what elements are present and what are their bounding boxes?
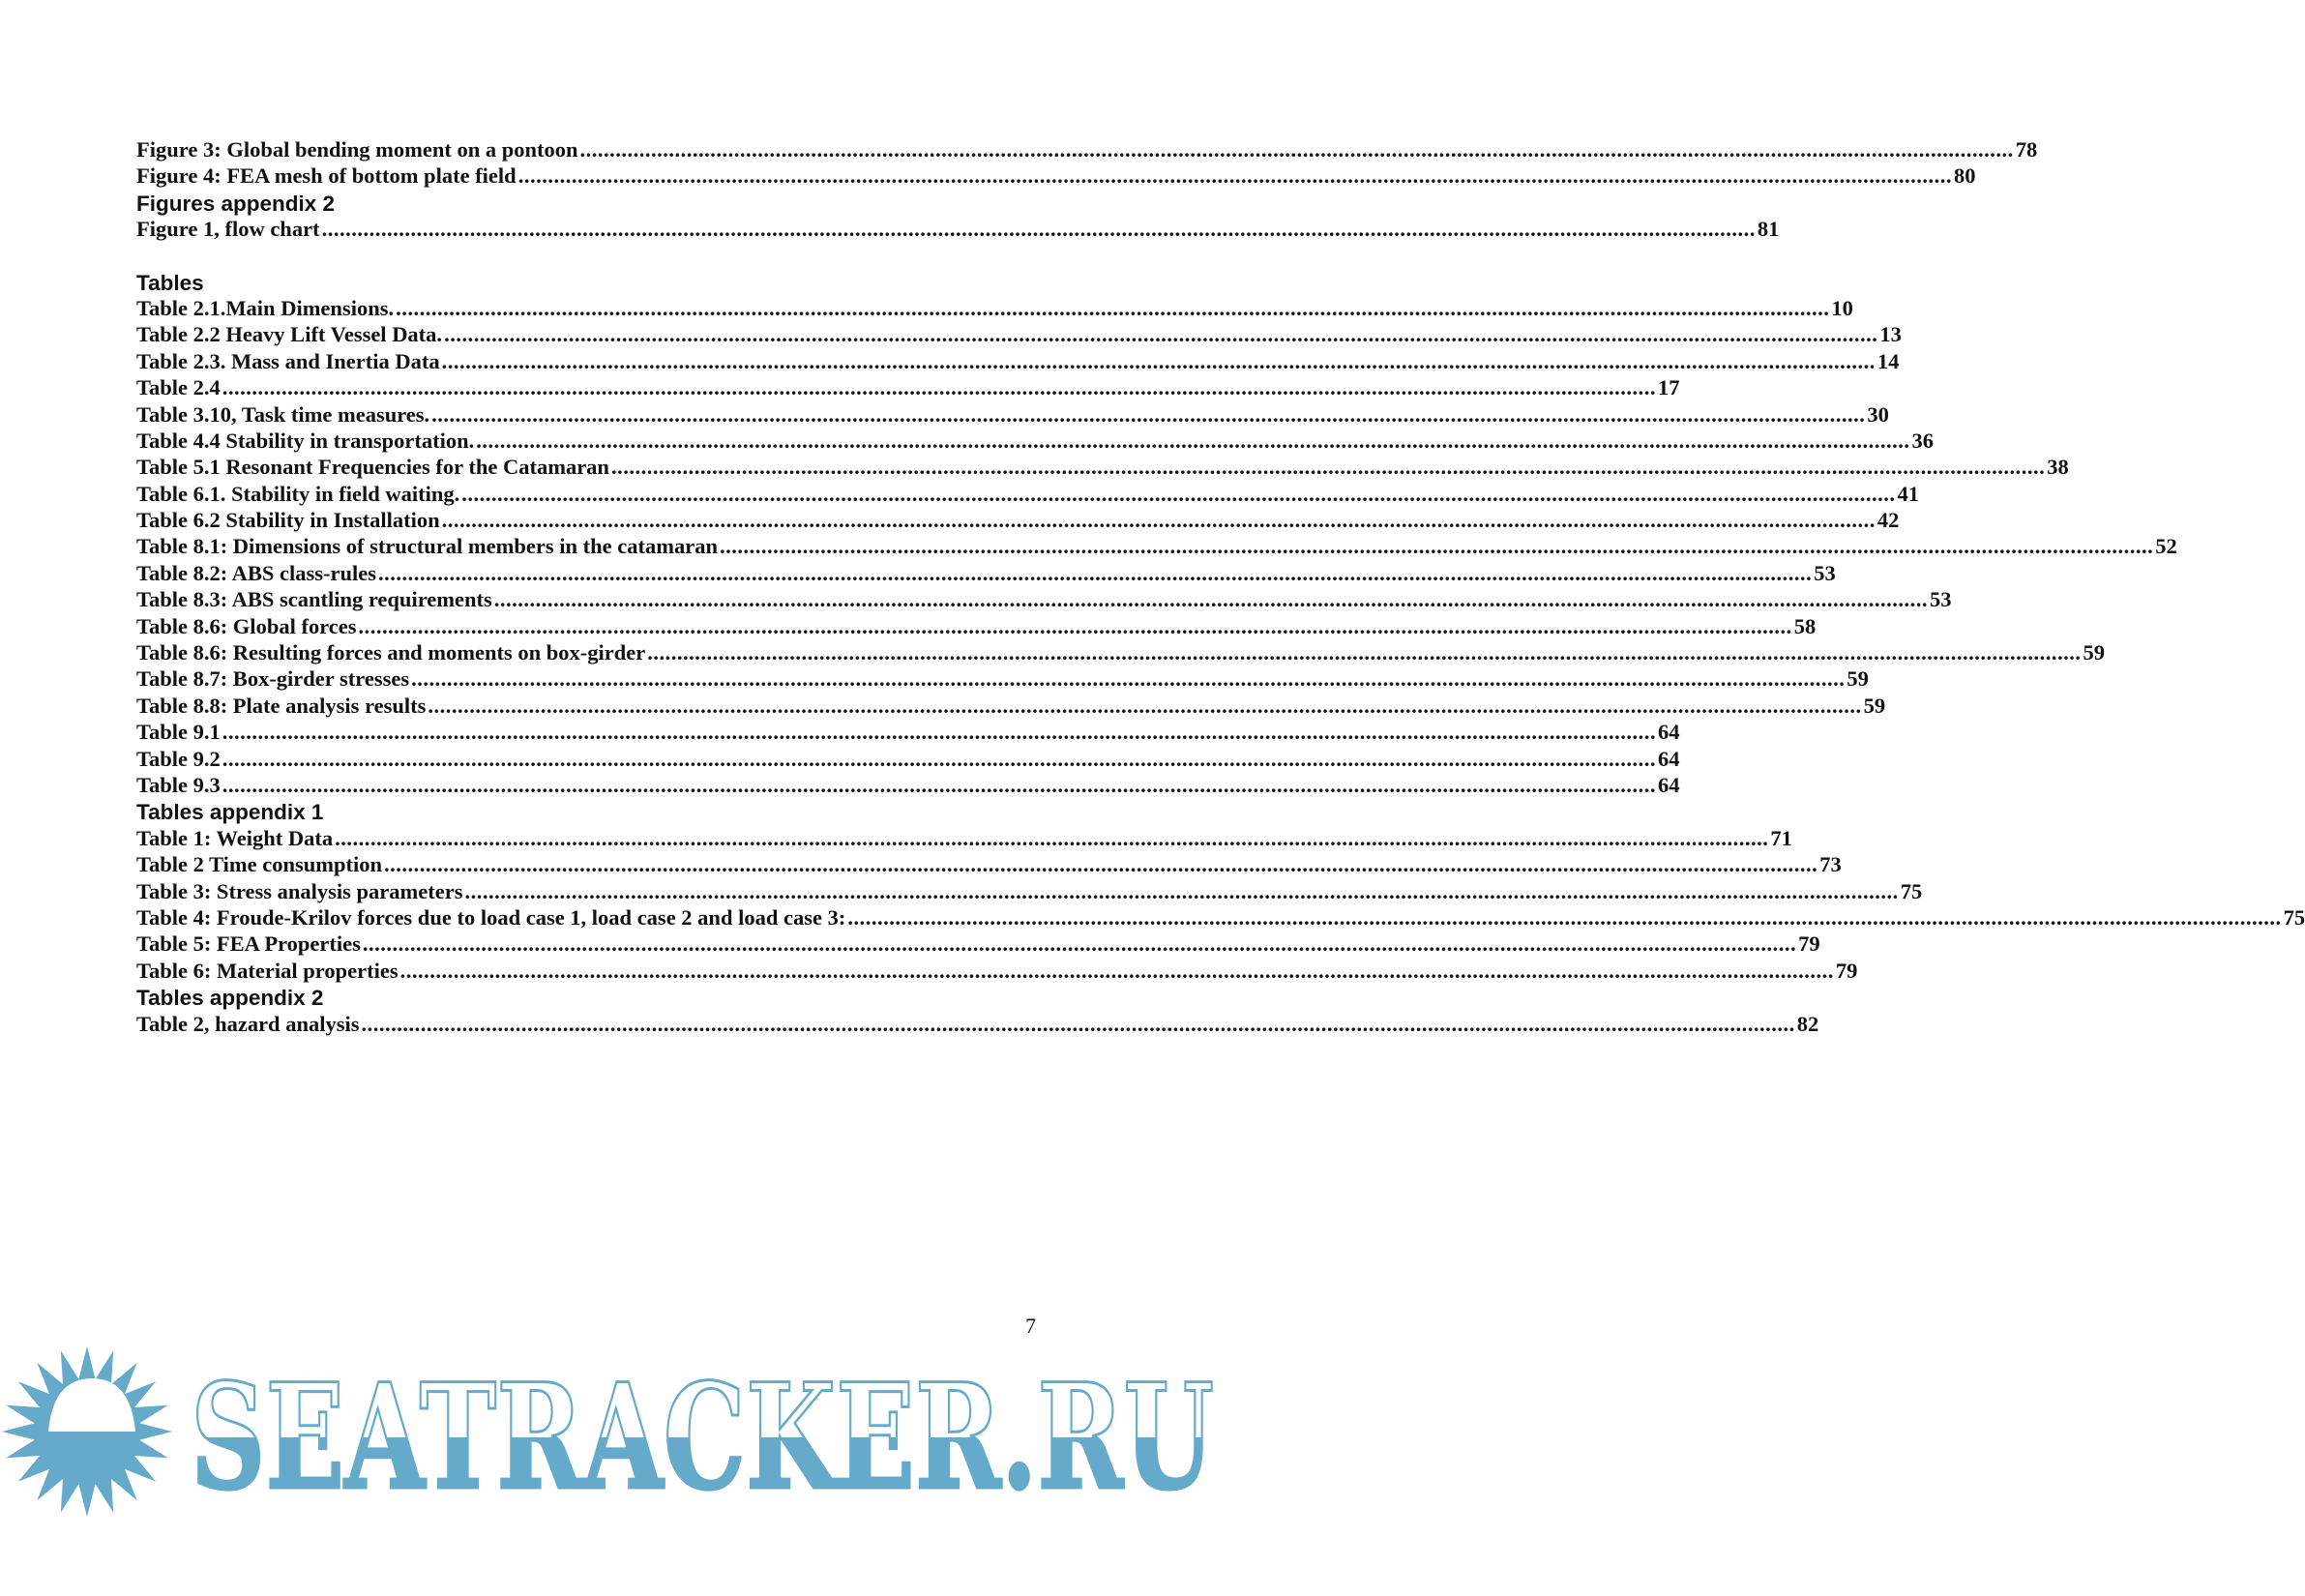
toc-entry-page: 41: [1897, 481, 1919, 506]
toc-entry-page: 53: [1930, 587, 1952, 612]
spacer: [136, 244, 1036, 270]
toc-entry-page: 58: [1793, 613, 1817, 638]
toc-entry-page: 38: [2047, 455, 2069, 480]
toc-entry-page: 13: [1879, 322, 1902, 347]
dot-leader: [222, 747, 1656, 772]
toc-entry[interactable]: [136, 720, 1680, 746]
toc-entry-page: 64: [1657, 772, 1680, 797]
toc-entry[interactable]: [136, 481, 1919, 508]
toc-entry[interactable]: [136, 931, 1820, 958]
dot-leader: [442, 508, 1876, 533]
toc-entry-page: 75: [1900, 878, 1923, 903]
dot-leader: [322, 217, 1756, 242]
toc-entry[interactable]: [136, 508, 1900, 534]
dot-leader: [847, 905, 2281, 931]
toc-entry-title: Figure 1, flow chart: [136, 217, 320, 242]
toc-entry-page: 64: [1657, 720, 1680, 745]
toc-entry-title: Table 2.2 Heavy Lift Vessel Data.: [136, 322, 443, 347]
toc-entry-page: 53: [1814, 560, 1836, 585]
toc-entry[interactable]: [136, 878, 1923, 905]
toc-entry-page: 81: [1757, 217, 1780, 242]
toc-entry-title: Table 5.1 Resonant Frequencies for the Catamaran: [136, 455, 609, 480]
toc-entry-title: Table 6.1. Stability in field waiting.: [136, 481, 460, 506]
toc-entry[interactable]: [136, 375, 1680, 401]
toc-entry[interactable]: [136, 587, 1952, 613]
dot-leader: [476, 429, 1909, 454]
table-of-contents: [136, 137, 2305, 1038]
toc-entry-page: 17: [1657, 375, 1680, 400]
toc-entry[interactable]: [136, 322, 1902, 348]
toc-entry[interactable]: [136, 904, 2305, 931]
toc-entry-title: Table 2.3. Mass and Inertia Data: [136, 348, 440, 373]
toc-entry[interactable]: [136, 1011, 1819, 1038]
toc-entry-title: Table 8.8: Plate analysis results: [136, 693, 427, 718]
dot-leader: [461, 482, 1895, 507]
dot-leader: [222, 773, 1656, 798]
dot-leader: [396, 296, 1829, 321]
toc-entry[interactable]: [136, 560, 1836, 587]
toc-entry[interactable]: [136, 401, 1889, 429]
dot-leader: [580, 137, 2014, 163]
toc-entry-page: 59: [1847, 666, 1869, 692]
toc-entry-page: 80: [1953, 163, 1976, 189]
toc-entry-title: Table 9.2: [136, 746, 221, 771]
toc-entry[interactable]: [136, 455, 2069, 481]
toc-entry-title: Table 2.1.Main Dimensions.: [136, 295, 395, 320]
toc-entry-page: 79: [1835, 958, 1858, 983]
toc-entry-page: 59: [2083, 640, 2106, 665]
toc-entry-title: Table 3.10, Task time measures.: [136, 401, 430, 427]
toc-entry[interactable]: [136, 746, 1680, 773]
toc-entry-title: Table 2, hazard analysis: [136, 1011, 360, 1036]
toc-entry-page: 64: [1657, 746, 1680, 771]
dot-leader: [518, 163, 1952, 189]
toc-entry-title: Table 8.6: Resulting forces and moments on box-girder: [136, 640, 646, 665]
toc-entry-title: Table 8.1: Dimensions of structural members in the catamaran: [136, 534, 718, 559]
dot-leader: [400, 959, 1834, 984]
toc-entry[interactable]: [136, 640, 2106, 666]
toc-entry[interactable]: [136, 217, 1780, 243]
toc-entry-title: Table 4: Froude-Krilov forces due to load case 1, load case 2 and load case 3:: [136, 904, 846, 930]
toc-entry-page: 79: [1798, 931, 1820, 957]
toc-entry[interactable]: [136, 958, 1858, 985]
section-heading: Tables: [136, 270, 204, 295]
dot-leader: [611, 455, 2045, 480]
toc-entry-title: Table 9.3: [136, 772, 221, 797]
toc-entry[interactable]: [136, 348, 1900, 375]
section-heading: Tables appendix 1: [136, 800, 324, 825]
dot-leader: [444, 322, 1877, 347]
toc-entry-title: Table 8.7: Box-girder stresses: [136, 666, 410, 692]
toc-entry-title: Table 4.4 Stability in transportation.: [136, 428, 475, 453]
dot-leader: [378, 561, 1812, 586]
toc-entry[interactable]: [136, 137, 2038, 163]
toc-entry[interactable]: [136, 693, 1886, 720]
toc-entry-title: Table 2.4: [136, 375, 221, 400]
toc-entry-title: Table 9.1: [136, 720, 221, 745]
toc-entry-page: 82: [1796, 1011, 1819, 1036]
dot-leader: [384, 852, 1817, 877]
dot-leader: [222, 720, 1656, 745]
dot-leader: [361, 1012, 1794, 1037]
toc-entry-page: 10: [1831, 295, 1853, 320]
toc-entry-page: 59: [1863, 693, 1886, 718]
seatracker-watermark-logo: [0, 1345, 1233, 1596]
toc-entry-page: 52: [2155, 534, 2177, 559]
toc-entry-page: 36: [1911, 428, 1934, 453]
toc-entry-title: Table 8.3: ABS scantling requirements: [136, 587, 492, 612]
toc-entry-title: Table 8.2: ABS class-rules: [136, 560, 376, 585]
toc-entry-page: 75: [2283, 904, 2305, 930]
dot-leader: [720, 534, 2153, 559]
dot-leader: [428, 694, 1861, 719]
dot-leader: [647, 640, 2081, 665]
toc-entry[interactable]: [136, 613, 1817, 640]
toc-entry-title: Table 1: Weight Data: [136, 825, 334, 850]
toc-entry-page: 42: [1877, 508, 1900, 533]
dot-leader: [335, 826, 1768, 851]
toc-entry[interactable]: [136, 428, 1934, 455]
toc-entry-title: Table 6: Material properties: [136, 958, 399, 983]
toc-entry[interactable]: [136, 295, 1853, 322]
toc-entry[interactable]: [136, 825, 1792, 852]
toc-entry-page: 78: [2015, 137, 2038, 162]
dot-leader: [431, 402, 1865, 428]
toc-entry[interactable]: [136, 772, 1680, 799]
dot-leader: [222, 375, 1656, 400]
section-heading: Tables appendix 2: [136, 986, 324, 1011]
toc-entry-title: Figure 4: FEA mesh of bottom plate field: [136, 163, 517, 189]
toc-entry-title: Table 2 Time consumption: [136, 852, 383, 877]
toc-entry[interactable]: [136, 852, 1842, 878]
page-number: 7: [1025, 1314, 1036, 1338]
toc-entry[interactable]: [136, 666, 1869, 693]
toc-entry[interactable]: [136, 163, 1976, 190]
toc-entry-title: Table 5: FEA Properties: [136, 931, 361, 957]
dot-leader: [359, 614, 1792, 639]
toc-entry-title: Figure 3: Global bending moment on a pontoon: [136, 137, 578, 162]
toc-entry-page: 73: [1819, 852, 1842, 877]
toc-entry[interactable]: [136, 534, 2177, 560]
dot-leader: [363, 931, 1796, 957]
section-heading: Figures appendix 2: [136, 191, 336, 216]
toc-entry-page: 14: [1877, 348, 1900, 373]
toc-entry-title: Table 6.2 Stability in Installation: [136, 508, 440, 533]
toc-entry-title: Table 8.6: Global forces: [136, 613, 357, 638]
dot-leader: [465, 879, 1899, 904]
dot-leader: [494, 587, 1928, 612]
toc-entry-title: Table 3: Stress analysis parameters: [136, 878, 463, 903]
watermark-text: SEATRACKER.RU: [191, 1352, 1214, 1522]
toc-entry-page: 30: [1867, 401, 1889, 427]
dot-leader: [442, 349, 1876, 374]
dot-leader: [411, 666, 1845, 692]
sun-icon: [2, 1346, 172, 1517]
toc-entry-page: 71: [1770, 825, 1792, 850]
